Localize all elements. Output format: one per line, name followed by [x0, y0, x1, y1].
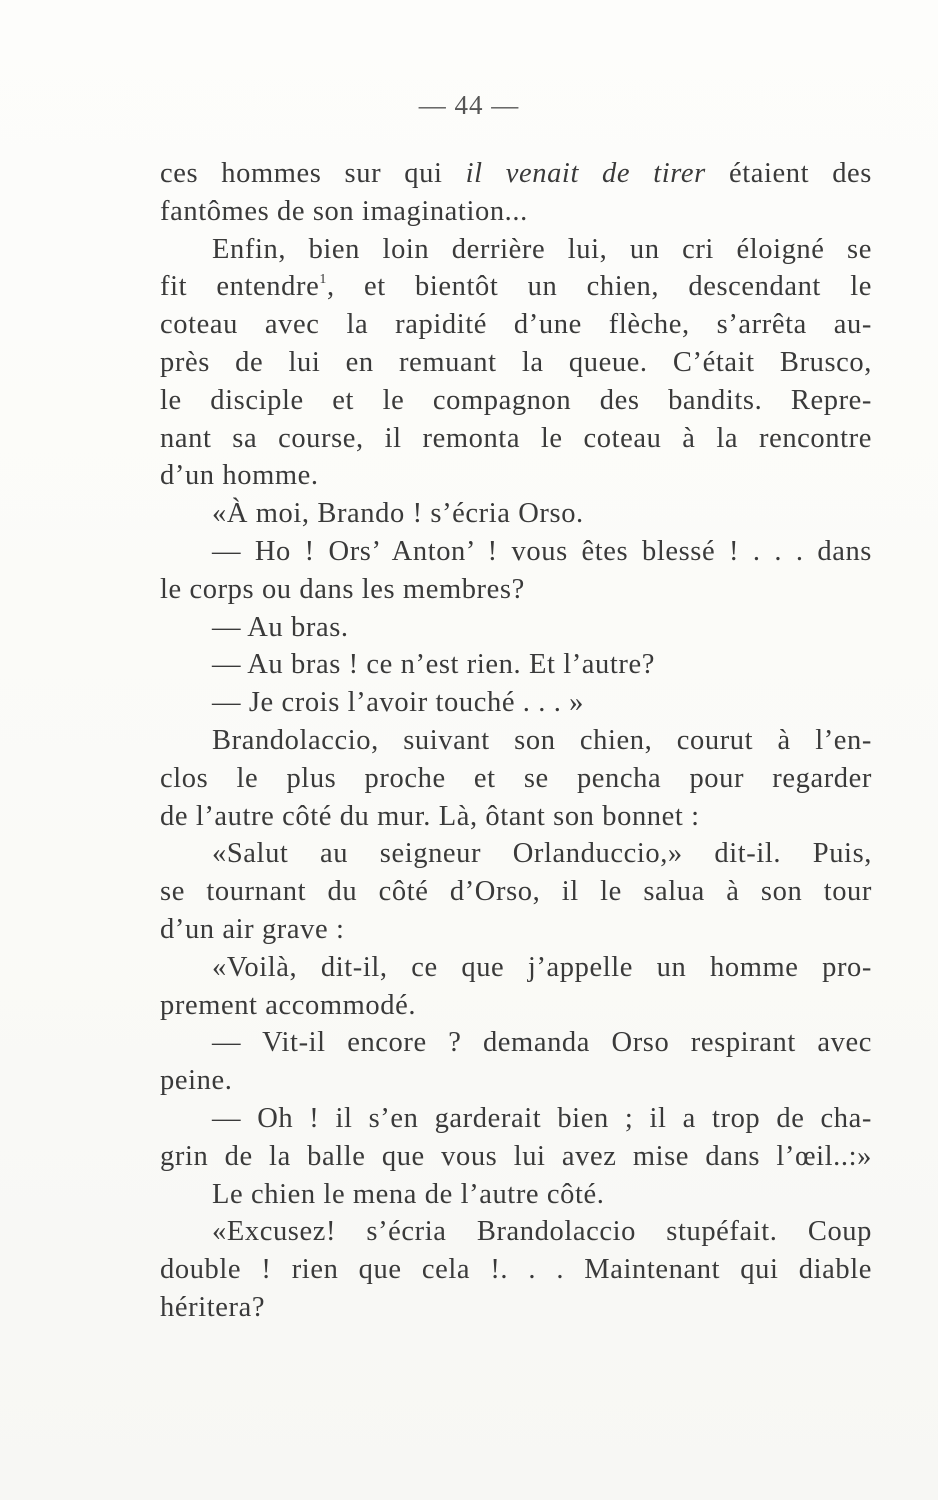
text-line: — Je crois l’avoir touché . . . » [212, 687, 585, 719]
text-line: coteau avec la rapidité d’une flèche, s’arrêta au- [160, 309, 872, 341]
text-line: — Ho ! Ors’ Anton’ ! vous êtes blessé ! . . . dans [212, 535, 872, 567]
text-line: près de lui en remuant la queue. C’était Brusco, [160, 346, 872, 378]
text-line: — Au bras ! ce n’est rien. Et l’autre? [212, 649, 656, 681]
text-line: se tournant du côté d’Orso, il le salua à son tour [160, 876, 872, 908]
text-line: Enfin, bien loin derrière lui, un cri éloigné se [212, 233, 872, 265]
text-line: — Vit-il encore ? demanda Orso respirant avec [212, 1027, 872, 1059]
text-line: «À moi, Brando ! s’écria Orso. [212, 498, 584, 530]
text-line: nant sa course, il remonta le coteau à la rencontre [160, 422, 872, 454]
text-line: «Salut au seigneur Orlanduccio,» dit-il. Puis, [212, 838, 872, 870]
body-text [160, 155, 872, 1327]
text-line: le disciple et le compagnon des bandits. Repre- [160, 384, 872, 416]
text-line: — Oh ! il s’en garderait bien ; il a trop de cha- [212, 1102, 872, 1134]
text-line [160, 268, 872, 306]
text-line: d’un air grave : [160, 913, 345, 945]
text-line: — Au bras. [212, 611, 349, 643]
text-line: grin de la balle que vous lui avez mise dans l’œil..:» [160, 1140, 872, 1172]
page-number: — 44 — [418, 90, 520, 120]
text-line: peine. [160, 1065, 233, 1097]
footnote-marker: 1 [319, 272, 327, 288]
text-line: Brandolaccio, suivant son chien, courut à l’en- [212, 724, 872, 756]
text-line: héritera? [160, 1291, 266, 1323]
text-line: prement accommodé. [160, 989, 417, 1021]
text-line: de l’autre côté du mur. Là, ôtant son bonnet : [160, 800, 700, 832]
text-line: double ! rien que cela !. . . Maintenant qui diable [160, 1254, 872, 1286]
text-line: d’un homme. [160, 460, 319, 492]
text-line: «Voilà, dit-il, ce que j’appelle un homme pro- [212, 951, 872, 983]
italic-phrase: il venait de tirer [465, 158, 706, 189]
text-line: Le chien le mena de l’autre côté. [212, 1178, 605, 1210]
text-line: clos le plus proche et se pencha pour regarder [160, 762, 872, 794]
text-line: fantômes de son imagination... [160, 195, 528, 227]
text-segment: étaient des [705, 158, 872, 189]
text-segment: fit entendre [160, 271, 320, 303]
text-segment: , et bientôt un chien, descendant le [326, 271, 873, 303]
text-line: «Excusez! s’écria Brandolaccio stupéfait. Coup [212, 1216, 872, 1248]
text-line [160, 155, 872, 193]
text-line: le corps ou dans les membres? [160, 573, 525, 605]
text-segment: ces hommes sur qui [160, 158, 466, 189]
